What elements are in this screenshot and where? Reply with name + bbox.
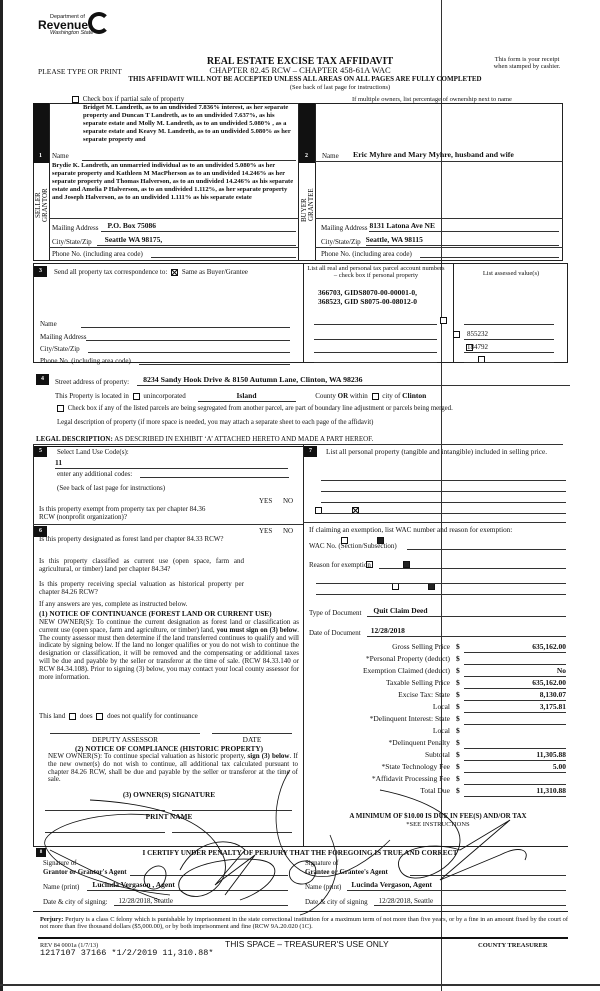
wac-field[interactable] — [407, 542, 566, 550]
seller-name-1[interactable]: Bridget M. Landreth, as to an undivided 7.836% interest, as her separate property and Duncan T Landreth, as to an undivided 7.637%, as his separate estate and Molly M. Landreth, as to an undivided 5.080% , as a separate estate and Keavy M. Landreth, as to an undivided 5.080% as her separate property and — [83, 104, 291, 144]
taxable-selling-price[interactable]: 635,162.00 — [532, 678, 566, 687]
grantor-name-row: Name (print) Lucinda Vergason , Agent — [43, 881, 288, 891]
s3-city-field[interactable] — [88, 345, 290, 353]
grantee-name-field[interactable]: Lucinda Vergason, Agent — [347, 881, 566, 891]
does-not-qualify-checkbox[interactable] — [96, 713, 103, 720]
reason-line-2[interactable] — [316, 583, 566, 584]
buyer-side-label: BUYER GRANTEE — [300, 188, 315, 222]
see-instructions-note: *SEE INSTRUCTIONS — [406, 821, 470, 828]
treasurer-use-label: THIS SPACE – TREASURER'S USE ONLY — [225, 939, 389, 949]
multiple-owners-note: If multiple owners, list percentage of ownership next to name — [352, 96, 512, 103]
section-5-badge: 5 — [34, 446, 47, 457]
section-3-label: Send all property tax correspondence to: Same as Buyer/Grantee — [54, 268, 248, 276]
notice-compliance-text: NEW OWNER(S): To continue special valuation as historic property, sign (3) below. If the new owner(s) do not wish to continue, all additional tax calculated pursuant to chapter 84.26 RCW, shall be due and payable by the seller or transferor at the time of sale. — [48, 752, 299, 784]
if-yes-note: If any answers are yes, complete as instructed below. — [39, 600, 188, 608]
personal-property-line-3[interactable] — [321, 502, 566, 503]
gross-selling-price[interactable]: 635,162.00 — [532, 642, 566, 651]
additional-codes-row: enter any additional codes: — [57, 470, 289, 478]
acceptance-warning: THIS AFFIDAVIT WILL NOT BE ACCEPTED UNLESS ALL AREAS ON ALL PAGES ARE FULLY COMPLETED — [128, 75, 482, 83]
qualify-row: This land does does not qualify for continuance — [39, 712, 198, 720]
cashier-receipt-stamp: 1217107 37166 *1/2/2019 11,310.88* — [40, 948, 214, 958]
parcel-1-personal-checkbox[interactable] — [440, 317, 447, 324]
buyer-name-label: Name — [322, 152, 339, 160]
street-address-field[interactable]: 8234 Sandy Hook Drive & 8150 Autumn Lane, Clinton, WA 98236 — [137, 376, 570, 386]
legal-description-note: Legal description of property (if more space is needed, you may attach a separate sheet to each page of the affidavit) — [57, 419, 374, 426]
section-2-badge: 2 — [300, 151, 313, 162]
land-use-field[interactable]: 11 — [55, 459, 288, 469]
section-7-badge: 7 — [304, 446, 317, 457]
perjury-notice: Perjury: Perjury is a class C felony which is punishable by imprisonment in the state correctional institution for a maximum term of not more than five years, or by a fine in an amount fixed by the court of not more than five thousand dollars ($5,000.00), or by both imprisonment and fine (RCW 9A.20.020 (1C). — [40, 916, 568, 931]
seller-name-2[interactable]: Brydie K. Landreth, an unmarried individual as to an undivided 5.080% as her separate property and Kathleen M MacPherson as to an undivided 14.246% as her separate property and Thomas Halverson, as to an undivided 14.246% as his separate estate and Amelia P Halverson, as to an undivided 1.112%, as her separate property and Joseph Halverson, as to an undivided 1.111% as his separate estate — [52, 162, 294, 202]
legal-description: LEGAL DESCRIPTION: AS DESCRIBED IN EXHIBIT ‘A’ ATTACHED HERETO AND MADE A PART HEREOF. — [36, 435, 374, 443]
s3-mailing-field[interactable] — [86, 333, 290, 341]
seller-phone-field[interactable] — [151, 250, 296, 258]
doc-date-row: Date of Document 12/28/2018 — [309, 627, 566, 637]
seller-city-field[interactable]: Seattle WA 98175, — [97, 236, 296, 246]
buyer-mailing-row: Mailing Address 8131 Latona Ave NE — [321, 222, 559, 232]
section-6-badge: 6 — [34, 526, 47, 537]
s3-phone-field[interactable] — [139, 357, 290, 365]
grantor-signature-line[interactable] — [130, 875, 288, 876]
s3-mailing-row: Mailing Address — [40, 333, 290, 341]
wac-row: WAC No. (Section/Subsection) — [309, 542, 566, 550]
city-field[interactable]: Clinton — [402, 391, 427, 400]
location-row: This Property is located in unincorporated Island County OR within city of Clinton — [55, 391, 427, 400]
print-name-label: PRINT NAME — [145, 812, 193, 821]
segregated-row: Check box if any of the listed parcels are being segregated from another parcel, are part of boundary line adjustment or parcels being merged. — [55, 405, 453, 413]
qualifies-checkbox[interactable] — [69, 713, 76, 720]
deputy-assessor-label: DEPUTY ASSESSOR — [91, 735, 159, 744]
section-3-badge: 3 — [34, 266, 47, 277]
grantee-sig-label: Signature of Grantee or Grantee's Agent — [305, 860, 388, 876]
assessed-header: List assessed value(s) — [482, 270, 540, 277]
partial-sale-checkbox[interactable] — [72, 96, 79, 103]
form-revision: REV 84 0001a (1/7/13) — [40, 942, 99, 949]
grantor-sig-label: Signature of Grantor or Grantor's Agent — [43, 860, 127, 876]
subtotal[interactable]: 11,305.88 — [536, 750, 566, 759]
doc-type-row: Type of Document Quit Claim Deed — [309, 607, 566, 617]
legal-description-value[interactable]: AS DESCRIBED IN EXHIBIT ‘A’ ATTACHED HERETO AND MADE A PART HEREOF. — [114, 435, 374, 443]
grantor-date-field[interactable]: 12/28/2018, Seattle — [114, 897, 288, 906]
reason-field[interactable] — [379, 561, 566, 569]
exemption-claimed[interactable]: No — [556, 666, 566, 675]
grantee-signature-line[interactable] — [410, 875, 566, 876]
section-8-badge: 8 — [36, 848, 46, 857]
buyer-city-field[interactable]: Seattle, WA 98115 — [366, 236, 559, 246]
grantor-name-field[interactable]: Lucinda Vergason , Agent — [87, 881, 288, 891]
state-technology-fee[interactable]: 5.00 — [552, 762, 566, 771]
s3-phone-row: Phone No. (including area code) — [40, 357, 290, 365]
notice-continuance-text: NEW OWNER(S): To continue the current designation as forest land or classification as current use (open space, farm and agriculture, or timber) land, you must sign on (3) below. The county assessor must then determine if the land transferred continues to qualify and will indicate by signing below. If the land no longer qualifies or you do not wish to continue the designation or classification, it will be removed and the compensating or additional taxes will be due and payable by the seller or transferor at the time of sale. (RCW 84.33.140 or RCW 84.34.108). Prior to signing (3) below, you may contact your local county assessor for more information. — [39, 618, 299, 681]
buyer-city-row: City/State/Zip Seattle, WA 98115 — [321, 236, 559, 246]
notice-continuance-title: (1) NOTICE OF CONTINUANCE (FOREST LAND OR CURRENT USE) — [39, 609, 272, 618]
grantee-date-field[interactable]: 12/28/2018, Seattle — [374, 897, 566, 906]
seller-mailing-row: Mailing Address P.O. Box 75086 — [52, 222, 296, 232]
forest-land-question: Is this property designated as forest land per chapter 84.33 RCW? — [39, 535, 224, 543]
form-subtitle: CHAPTER 82.45 RCW – CHAPTER 458-61A WAC — [209, 65, 391, 75]
reason-row: Reason for exemption — [309, 561, 566, 569]
seller-phone-row: Phone No. (including area code) — [52, 250, 296, 258]
buyer-name-field[interactable]: Eric Myhre and Mary Myhre, husband and wife — [353, 150, 514, 159]
owner-signature-title: (3) OWNER(S) SIGNATURE — [122, 790, 216, 799]
parcel-2-personal-checkbox[interactable] — [453, 331, 460, 338]
street-address-row: Street address of property: 8234 Sandy Hook Drive & 8150 Autumn Lane, Clinton, WA 98236 — [55, 376, 570, 386]
historical-question: Is this property receiving special valuation as historical property per chapter 84.26 RCW? — [39, 580, 244, 596]
please-type-note: PLEASE TYPE OR PRINT — [38, 67, 122, 76]
section-4-badge: 4 — [36, 374, 49, 385]
grantee-date-row: Date & city of signing 12/28/2018, Seattle — [305, 897, 566, 906]
assessed-value-2[interactable]: 855232 — [467, 330, 488, 338]
doc-date-field[interactable]: 12/28/2018 — [367, 627, 566, 637]
parcel-header: List all real and personal tax parcel account numbers – check box if personal property — [307, 265, 445, 280]
s3-city-row: City/State/Zip — [40, 345, 290, 353]
personal-property-label: List all personal property (tangible and intangible) included in selling price. — [326, 447, 548, 456]
reason-line-3[interactable] — [316, 594, 566, 595]
seller-mailing-field[interactable]: P.O. Box 75086 — [101, 222, 296, 232]
buyer-phone-row: Phone No. (including area code) — [321, 250, 559, 258]
dor-logo: Department of Revenue Washington State — [38, 14, 94, 37]
seller-side-label: SELLER GRANTOR — [34, 188, 49, 222]
buyer-mailing-field[interactable]: 8131 Latona Ave NE — [369, 222, 559, 232]
personal-property-line-2[interactable] — [321, 491, 566, 492]
grantee-name-row: Name (print) Lucinda Vergason, Agent — [305, 881, 566, 891]
seller-city-row: City/State/Zip Seattle WA 98175, — [52, 236, 296, 246]
form-title: REAL ESTATE EXCISE TAX AFFIDAVIT — [206, 56, 394, 67]
total-due[interactable]: 11,310.88 — [536, 786, 566, 795]
buyer-phone-field[interactable] — [420, 250, 559, 258]
notice-compliance-title: (2) NOTICE OF COMPLIANCE (HISTORIC PROPERTY) — [74, 744, 264, 753]
land-use-see-back: (See back of last page for instructions) — [57, 484, 166, 492]
grantor-date-row: Date & city of signing: 12/28/2018, Seattle — [43, 897, 288, 906]
exempt-question: Is this property exempt from property tax per chapter 84.36 RCW (nonprofit organization)? — [39, 505, 206, 522]
county-treasurer-label: COUNTY TREASURER — [478, 942, 548, 949]
s3-name-field[interactable] — [81, 320, 290, 328]
excise-tax-local[interactable]: 3,175.81 — [539, 702, 566, 711]
doc-type-field[interactable]: Quit Claim Deed — [367, 607, 566, 617]
partial-sale-row: Check box if partial sale of property — [70, 95, 184, 103]
personal-property-line-4[interactable] — [321, 513, 566, 514]
additional-codes-field[interactable] — [140, 470, 289, 478]
s3-name-row: Name — [40, 320, 290, 328]
personal-property-line-1[interactable] — [321, 480, 566, 481]
current-use-question: Is this property classified as current use (open space, farm and agricultural, or timber) land per chapter 84.34? — [39, 557, 244, 573]
minimum-due-note: A MINIMUM OF $10.00 IS DUE IN FEE(S) AND/OR TAX — [349, 812, 527, 820]
county-field[interactable]: Island — [198, 392, 296, 402]
land-use-label: Select Land Use Code(s): — [57, 448, 129, 456]
exemption-label: If claiming an exemption, list WAC number and reason for exemption: — [309, 526, 513, 534]
see-back-note: (See back of last page for instructions) — [289, 84, 391, 91]
same-as-buyer-checkbox[interactable] — [171, 269, 178, 276]
section-1-badge: 1 — [34, 151, 47, 162]
seller-name-label: Name — [52, 152, 69, 160]
date-label: DATE — [242, 735, 262, 744]
dor-logo-mark-icon — [88, 12, 110, 34]
segregated-checkbox[interactable] — [57, 405, 64, 412]
perjury-certification: I CERTIFY UNDER PENALTY OF PERJURY THAT THE FOREGOING IS TRUE AND CORRECT — [142, 849, 458, 857]
unincorporated-checkbox[interactable] — [133, 393, 140, 400]
assessed-value-3[interactable]: 184792 — [467, 343, 488, 351]
excise-tax-state[interactable]: 8,130.07 — [539, 690, 566, 699]
receipt-note: This form is your receipt when stamped by cashier. — [493, 56, 561, 71]
scan-left-edge — [0, 0, 3, 991]
parcel-number-1[interactable]: 366703, GIDS8070-00-00001-0, 368523, GID S8075-00-08012-0 — [318, 288, 417, 307]
city-checkbox[interactable] — [372, 393, 379, 400]
